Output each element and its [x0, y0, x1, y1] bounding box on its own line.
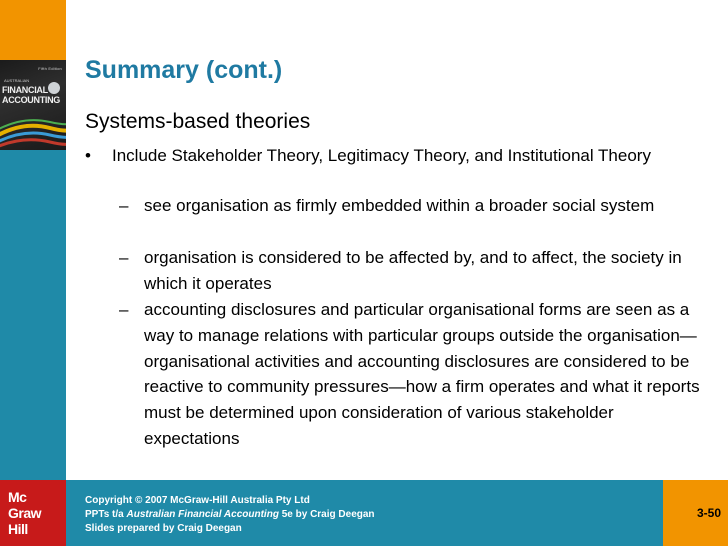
edition-badge-icon [48, 82, 60, 94]
dash-marker: – [119, 248, 129, 267]
book-title-line2: ACCOUNTING [2, 95, 60, 105]
sub-point-text: accounting disclosures and particular organisational forms are seen as a way to manage relations with particular groups outside the organisation— organisational activities and accounting disclosures are considered to be reactive to community pressures—how a firm operates and what it reports must be determined upon consideration of various stakeholder expectations [144, 300, 700, 448]
sub-point-text: organisation is considered to be affected by, and to affect, the society in which it operates [144, 248, 682, 293]
logo-line-3: Hill [8, 521, 28, 537]
corner-accent [0, 0, 66, 60]
cover-swirl-graphic [0, 110, 66, 150]
page-number: 3-50 [696, 506, 721, 520]
footer-ppts-line [85, 508, 375, 522]
footer-copyright: Copyright © 2007 McGraw-Hill Australia Pty Ltd [85, 495, 310, 506]
footer-credits [85, 494, 375, 536]
bullet-marker: • [85, 146, 91, 165]
book-cover-thumbnail [0, 60, 66, 150]
mcgraw-hill-logo [0, 480, 66, 546]
slide-subheading: Systems-based theories [85, 110, 311, 133]
slide-title: Summary (cont.) [85, 56, 283, 84]
bullet-text: Include Stakeholder Theory, Legitimacy Theory, and Institutional Theory [112, 146, 651, 165]
ppts-suffix: 5e by Craig Deegan [278, 509, 375, 520]
sub-point-text: see organisation as firmly embedded within a broader social system [144, 196, 655, 215]
dash-marker: – [119, 300, 129, 319]
logo-line-2: Graw [8, 505, 42, 521]
book-country: AUSTRALIAN [4, 78, 30, 83]
ppts-prefix: PPTs t/a [85, 509, 127, 520]
logo-line-1: Mc [8, 489, 27, 505]
book-edition: Fifth Edition [38, 66, 62, 71]
dash-marker: – [119, 196, 129, 215]
book-title-line1: FINANCIAL [2, 85, 48, 95]
ppts-book-title: Australian Financial Accounting [126, 509, 279, 520]
footer-prepared-by: Slides prepared by Craig Deegan [85, 523, 242, 534]
